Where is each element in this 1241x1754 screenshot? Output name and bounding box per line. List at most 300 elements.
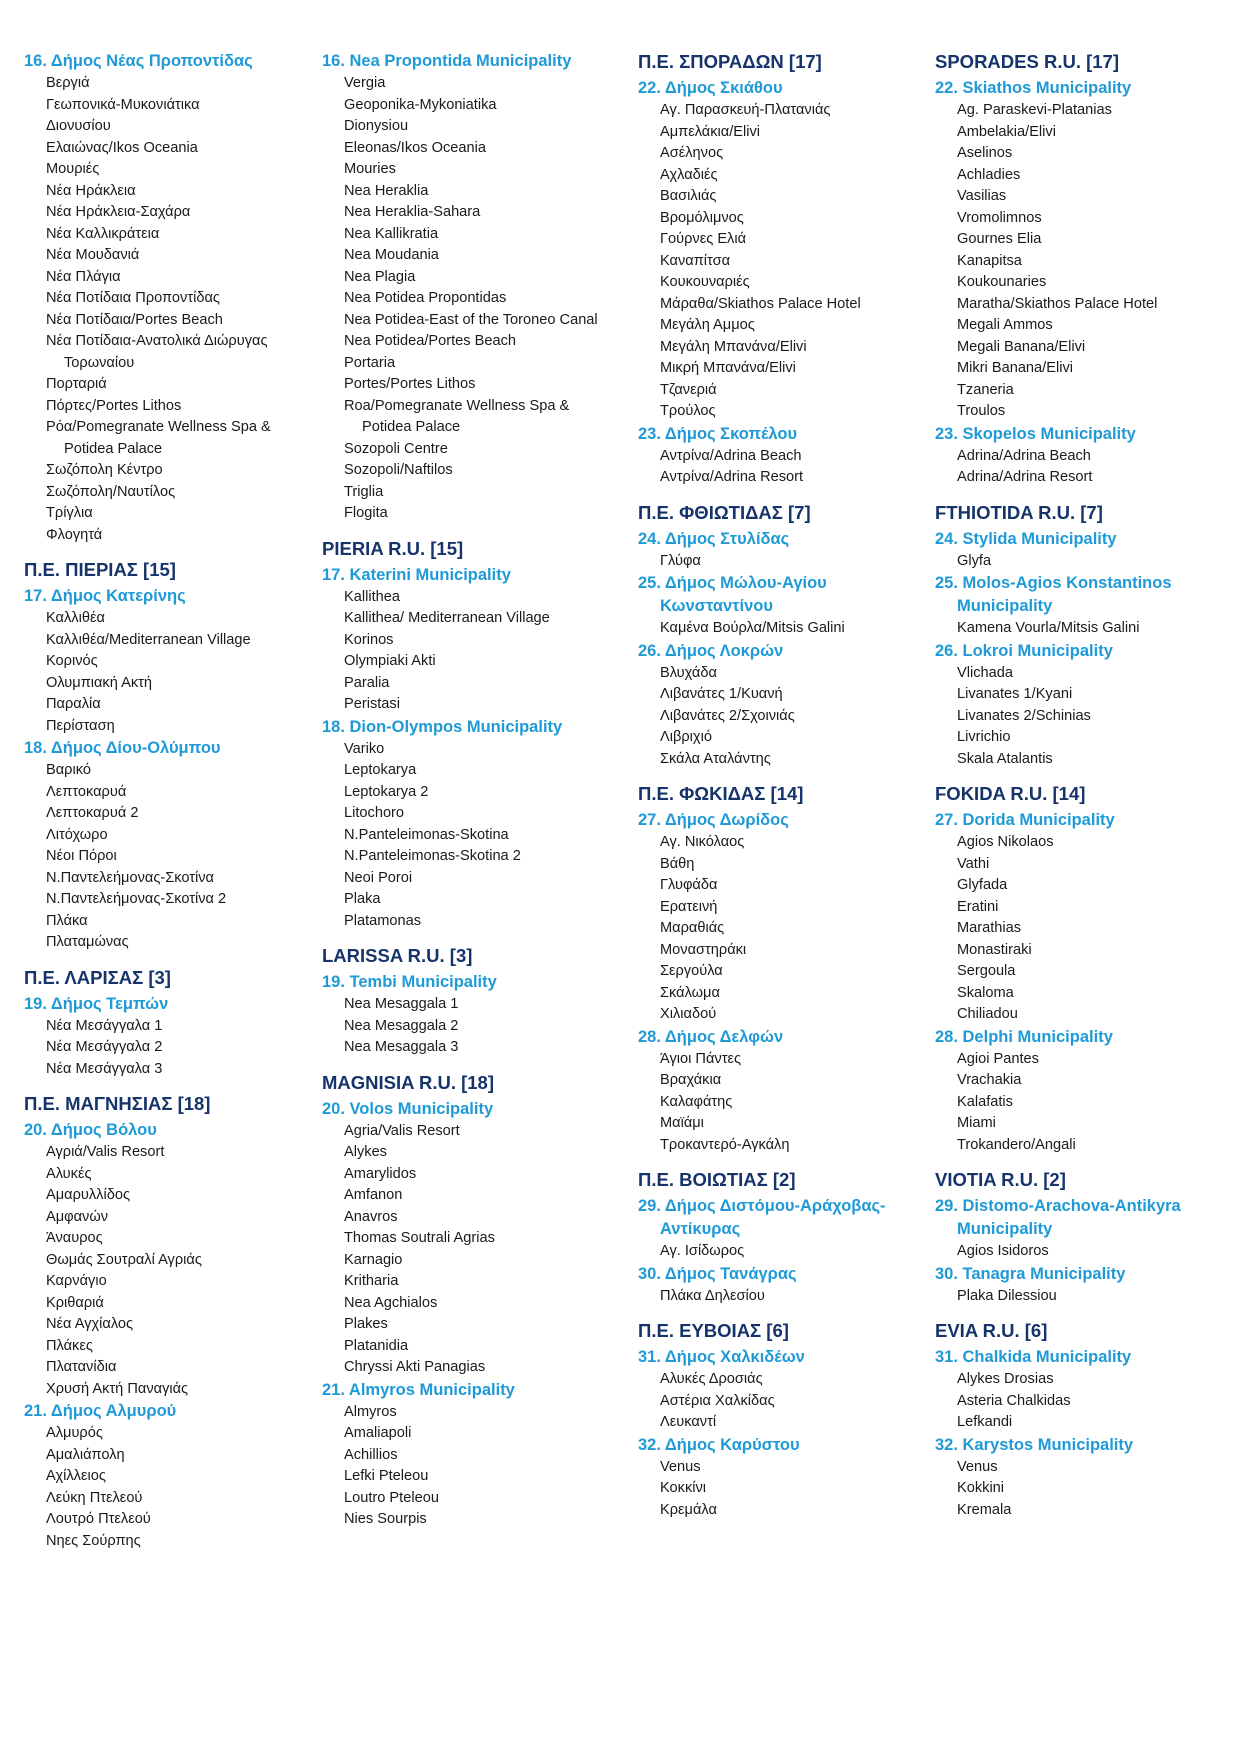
beach-item: Ερατεινή <box>660 898 718 915</box>
municipality-block <box>638 809 928 1026</box>
beach-item: Λευκαντί <box>660 1414 717 1430</box>
beach-item: Αμαρυλλίδος <box>46 1187 130 1203</box>
beach-item: Διονυσίου <box>46 118 111 134</box>
beach-item: N.Panteleimonas-Skotina <box>344 826 509 843</box>
beach-item: Sergoula <box>957 963 1016 979</box>
beach-list <box>638 618 928 640</box>
municipality-name: 18. Δήμος Δίου-Ολύμπου <box>24 739 221 757</box>
municipality-block <box>322 50 622 525</box>
beach-item: Aselinos <box>957 145 1013 161</box>
beach-item: Vlichada <box>957 664 1013 681</box>
beach-item: Skaloma <box>957 984 1014 1001</box>
beach-list <box>935 832 1235 1026</box>
beach-item: Σωζόπολη/Ναυτίλος <box>46 483 176 500</box>
beach-item: Καλλιθέα/Mediterranean Village <box>46 631 251 648</box>
region-heading: Π.Ε. ΒΟΙΩΤΙΑΣ [2] <box>638 1169 796 1190</box>
municipality-block <box>935 809 1235 1026</box>
beach-item: Νηες Σούρπης <box>46 1532 141 1549</box>
region-section <box>322 944 622 1059</box>
region-heading: Π.Ε. ΜΑΓΝΗΣΙΑΣ [18] <box>24 1093 211 1114</box>
municipality-block <box>638 1263 928 1308</box>
beach-item: Σκάλα Αταλάντης <box>660 750 771 767</box>
beach-list <box>322 739 622 933</box>
municipality-name: 28. Delphi Municipality <box>935 1027 1113 1046</box>
beach-item: Θωμάς Σουτραλί Αγριάς <box>46 1251 202 1268</box>
beach-item: Λουτρό Πτελεού <box>46 1511 151 1527</box>
beach-item: Chryssi Akti Panagias <box>344 1359 486 1375</box>
municipality-block <box>638 423 928 489</box>
beach-item: Roa/Pomegranate Wellness Spa & Potidea Palace <box>344 397 570 435</box>
column-english-right <box>935 50 1235 1533</box>
beach-item: Megali Banana/Elivi <box>957 338 1086 355</box>
beach-item: Βρομόλιμνος <box>660 209 744 226</box>
beach-list <box>935 1241 1235 1263</box>
beach-item: Vasilias <box>957 188 1007 204</box>
region-section <box>935 1319 1235 1521</box>
municipality-block <box>935 1346 1235 1434</box>
beach-item: Achillios <box>344 1446 398 1463</box>
beach-item: Olympiaki Akti <box>344 653 436 669</box>
beach-item: Σεργούλα <box>660 963 723 979</box>
beach-item: Ελαιώνας/Ikos Oceania <box>46 139 198 156</box>
municipality-block <box>935 77 1235 423</box>
municipality-name: 32. Δήμος Καρύστου <box>638 1435 800 1454</box>
beach-item: Αγ. Ισίδωρος <box>660 1243 745 1259</box>
beach-item: Καναπίτσα <box>660 252 731 269</box>
municipality-block <box>322 564 622 716</box>
municipality-block <box>638 1346 928 1434</box>
beach-item: Πλατανίδια <box>46 1359 117 1375</box>
beach-item: Megali Ammos <box>957 317 1053 333</box>
beach-list <box>322 1121 622 1379</box>
beach-item: Plakes <box>344 1316 388 1332</box>
column-greek-left <box>24 50 314 1564</box>
beach-list <box>638 1286 928 1308</box>
municipality-block <box>322 716 622 933</box>
municipality-name: 21. Almyros Municipality <box>322 1380 515 1399</box>
beach-item: Nea Mesaggala 1 <box>344 996 459 1012</box>
region-section <box>322 1071 622 1531</box>
municipality-block <box>935 1263 1235 1308</box>
beach-item: Glyfada <box>957 877 1008 893</box>
beach-item: Kremala <box>957 1501 1012 1518</box>
region-section <box>935 1168 1235 1307</box>
beach-item: Μεγάλη Μπανάνα/Elivi <box>660 338 807 355</box>
beach-item: Vromolimnos <box>957 209 1042 226</box>
beach-item: Άγιοι Πάντες <box>660 1050 742 1067</box>
beach-item: Κορινός <box>46 653 98 669</box>
municipality-name: 31. Δήμος Χαλκιδέων <box>638 1348 805 1366</box>
beach-item: Ν.Παντελεήμονας-Σκοτίνα <box>46 869 214 886</box>
municipality-name: 29. Distomo-Arachova-Antikyra Municipality <box>935 1197 1181 1238</box>
beach-item: Μουριές <box>46 161 100 177</box>
beach-item: Kokkini <box>957 1480 1005 1496</box>
beach-item: Λιβανάτες 2/Σχοινιάς <box>660 707 795 724</box>
beach-item: Μοναστηράκι <box>660 941 747 958</box>
beach-list <box>638 446 928 489</box>
beach-item: Αγριά/Valis Resort <box>46 1144 165 1160</box>
municipality-name: 23. Δήμος Σκοπέλου <box>638 424 798 443</box>
beach-item: Anavros <box>344 1208 398 1225</box>
municipality-name: 17. Katerini Municipality <box>322 565 511 584</box>
municipality-name: 20. Volos Municipality <box>322 1099 494 1118</box>
beach-item: Livrichio <box>957 729 1011 745</box>
municipality-name: 16. Nea Propontida Municipality <box>322 52 572 70</box>
beach-item: Καρνάγιο <box>46 1273 107 1289</box>
municipality-block <box>638 1195 928 1263</box>
municipality-name: 24. Δήμος Στυλίδας <box>638 529 790 548</box>
beach-item: Alykes <box>344 1144 387 1160</box>
region-heading: Π.Ε. ΦΘΙΩΤΙΔΑΣ [7] <box>638 501 811 523</box>
beach-item: Portes/Portes Lithos <box>344 376 476 392</box>
beach-item: Nea Heraklia-Sahara <box>344 204 481 220</box>
beach-item: Vathi <box>957 855 990 872</box>
beach-item: Peristasi <box>344 696 400 712</box>
beach-item: Ολυμπιακή Ακτή <box>46 674 153 691</box>
region-heading: VIOTIA R.U. [2] <box>935 1169 1066 1190</box>
beach-item: Λεπτοκαρυά 2 <box>46 805 139 821</box>
beach-item: Adrina/Adrina Beach <box>957 447 1091 464</box>
beach-item: Αγ. Νικόλαος <box>660 834 745 850</box>
beach-item: N.Panteleimonas-Skotina 2 <box>344 848 521 864</box>
beach-item: Λιτόχωρο <box>46 826 108 843</box>
beach-item: Άναυρος <box>46 1230 103 1246</box>
beach-list <box>935 1369 1235 1434</box>
beach-item: Nea Potidea Propontidas <box>344 290 507 306</box>
beach-item: Lefkandi <box>957 1414 1013 1430</box>
municipality-name: 27. Dorida Municipality <box>935 811 1115 829</box>
beach-item: Αλυκές <box>46 1165 92 1182</box>
municipality-block <box>24 1400 314 1552</box>
beach-item: Plaka <box>344 891 381 907</box>
beach-item: Alykes Drosias <box>957 1371 1054 1387</box>
beach-list <box>638 1241 928 1263</box>
municipality-name: 17. Δήμος Κατερίνης <box>24 587 186 605</box>
beach-item: Nea Kallikratia <box>344 225 439 242</box>
municipality-block <box>638 77 928 423</box>
beach-list <box>638 832 928 1026</box>
beach-list <box>638 100 928 423</box>
beach-item: Κρεμάλα <box>660 1501 717 1518</box>
beach-item: Ambelakia/Elivi <box>957 123 1056 140</box>
beach-item: Κριθαριά <box>46 1294 104 1311</box>
beach-item: Ν.Παντελεήμονας-Σκοτίνα 2 <box>46 891 227 907</box>
beach-item: Amarylidos <box>344 1165 417 1182</box>
region-heading: EVIA R.U. [6] <box>935 1320 1048 1341</box>
column-greek-right <box>638 50 928 1533</box>
municipality-name: 29. Δήμος Διστόμου-Αράχοβας-Αντίκυρας <box>638 1197 886 1238</box>
beach-item: Γλυφάδα <box>660 877 718 893</box>
beach-item: Νέα Αγχίαλος <box>46 1316 134 1332</box>
beach-item: Paralia <box>344 674 390 691</box>
municipality-block <box>24 50 314 546</box>
municipality-name: 30. Δήμος Τανάγρας <box>638 1264 797 1283</box>
beach-item: Kritharia <box>344 1273 399 1289</box>
beach-item: Λιβανάτες 1/Κυανή <box>660 686 783 702</box>
beach-item: Mouries <box>344 161 396 177</box>
municipality-name: 23. Skopelos Municipality <box>935 424 1136 443</box>
municipality-name: 27. Δήμος Δωρίδος <box>638 811 789 829</box>
beach-item: Litochoro <box>344 805 405 821</box>
beach-item: Troulos <box>957 403 1006 419</box>
beach-item: Maratha/Skiathos Palace Hotel <box>957 295 1158 312</box>
region-heading: LARISSA R.U. [3] <box>322 945 473 966</box>
beach-item: Chiliadou <box>957 1006 1018 1022</box>
municipality-block <box>935 1434 1235 1522</box>
beach-item: Νέα Μεσάγγαλα 1 <box>46 1017 163 1034</box>
beach-list <box>935 1286 1235 1308</box>
beach-item: Νέα Καλλικράτεια <box>46 225 160 242</box>
beach-item: Ρόα/Pomegranate Wellness Spa & Potidea Palace <box>46 419 271 457</box>
municipality-name: 26. Δήμος Λοκρών <box>638 641 784 660</box>
municipality-block <box>935 1026 1235 1157</box>
beach-item: Νέα Ποτίδαια Προποντίδας <box>46 290 220 306</box>
municipality-block <box>935 572 1235 640</box>
beach-item: Περίσταση <box>46 717 115 734</box>
beach-item: Γεωπονικά-Μυκονιάτικα <box>46 96 200 113</box>
region-heading: SPORADES R.U. [17] <box>935 51 1120 72</box>
municipality-name: 25. Molos-Agios Konstantinos Municipality <box>935 574 1172 615</box>
region-section <box>322 537 622 933</box>
beach-item: Νέοι Πόροι <box>46 848 117 864</box>
beach-item: Πλάκα <box>46 912 88 929</box>
beach-item: Agios Nikolaos <box>957 834 1054 850</box>
beach-item: Αχίλλειος <box>46 1468 106 1484</box>
beach-item: Gournes Elia <box>957 231 1042 247</box>
beach-item: Αλυκές Δροσιάς <box>660 1371 763 1387</box>
beach-item: Μαϊάμι <box>660 1115 704 1131</box>
beach-item: Τζανεριά <box>660 381 717 398</box>
municipality-block <box>638 528 928 573</box>
beach-item: Τρούλος <box>660 403 716 419</box>
municipality-name: 22. Δήμος Σκιάθου <box>638 79 783 97</box>
region-section <box>24 558 314 954</box>
beach-item: Ag. Paraskevi-Platanias <box>957 102 1112 118</box>
beach-item: Nea Agchialos <box>344 1294 438 1311</box>
beach-item: Flogita <box>344 505 388 521</box>
beach-item: Vrachakia <box>957 1072 1022 1088</box>
beach-item: Βραχάκια <box>660 1072 722 1088</box>
beach-item: Miami <box>957 1115 996 1131</box>
region-section <box>638 782 928 1156</box>
beach-item: Loutro Pteleou <box>344 1489 439 1506</box>
region-section <box>935 501 1235 771</box>
beach-item: Nea Potidea-East of the Toroneo Canal <box>344 311 598 328</box>
beach-list <box>322 587 622 716</box>
beach-item: Variko <box>344 740 385 757</box>
beach-item: Kallithea/ Mediterranean Village <box>344 610 550 626</box>
municipality-name: 30. Tanagra Municipality <box>935 1264 1126 1283</box>
beach-item: Nea Potidea/Portes Beach <box>344 333 516 349</box>
beach-item: Platanidia <box>344 1337 409 1354</box>
beach-item: Marathias <box>957 920 1022 936</box>
column-english-left <box>322 50 622 1543</box>
beach-item: Αντρίνα/Adrina Resort <box>660 469 804 485</box>
beach-item: Πλάκα Δηλεσίου <box>660 1287 765 1304</box>
beach-item: Αμπελάκια/Elivi <box>660 123 761 140</box>
beach-item: Karnagio <box>344 1251 403 1268</box>
beach-item: Αγ. Παρασκευή-Πλατανιάς <box>660 102 831 118</box>
beach-item: Triglia <box>344 483 384 500</box>
beach-item: Παραλία <box>46 696 101 712</box>
region-section <box>24 966 314 1081</box>
beach-item: Χιλιαδού <box>660 1006 717 1022</box>
beach-item: Adrina/Adrina Resort <box>957 469 1093 485</box>
beach-item: Plaka Dilessiou <box>957 1287 1057 1304</box>
beach-item: Γούρνες Ελιά <box>660 231 747 247</box>
beach-item: Dionysiou <box>344 118 409 134</box>
beach-item: Νέα Μεσάγγαλα 3 <box>46 1060 163 1077</box>
municipality-name: 32. Karystos Municipality <box>935 1435 1134 1454</box>
beach-item: Eleonas/Ikos Oceania <box>344 139 486 156</box>
beach-item: Agioi Pantes <box>957 1050 1039 1067</box>
beach-item: Λεύκη Πτελεού <box>46 1489 143 1506</box>
municipality-block <box>638 572 928 640</box>
municipality-name: 28. Δήμος Δελφών <box>638 1027 784 1046</box>
beach-item: Αλμυρός <box>46 1425 103 1441</box>
beach-item: Πόρτες/Portes Lithos <box>46 397 182 414</box>
beach-list <box>24 1423 314 1552</box>
beach-list <box>24 760 314 954</box>
beach-list <box>322 73 622 525</box>
beach-list <box>935 446 1235 489</box>
beach-item: Livanates 1/Kyani <box>957 686 1073 702</box>
beach-item: Καλλιθέα <box>46 610 105 626</box>
beach-list <box>638 1049 928 1157</box>
beach-item: Πλάκες <box>46 1337 93 1354</box>
beach-item: Kalafatis <box>957 1093 1013 1110</box>
region-section <box>638 501 928 771</box>
municipality-block <box>322 1098 622 1379</box>
beach-item: Κουκουναριές <box>660 274 750 290</box>
municipality-block <box>935 1195 1235 1263</box>
municipality-name: 25. Δήμος Μώλου-Αγίου Κωνσταντίνου <box>638 574 827 615</box>
region-section <box>638 50 928 489</box>
beach-item: Μεγάλη Αμμος <box>660 317 755 333</box>
beach-item: Σωζόπολη Κέντρο <box>46 462 163 478</box>
municipality-name: 21. Δήμος Αλμυρού <box>24 1402 177 1420</box>
beach-list <box>935 1457 1235 1522</box>
municipality-block <box>24 585 314 737</box>
municipality-block <box>935 528 1235 573</box>
beach-item: Λεπτοκαρυά <box>46 783 127 800</box>
municipality-name: 24. Stylida Municipality <box>935 529 1117 548</box>
beach-list <box>935 1049 1235 1157</box>
beach-item: Αντρίνα/Adrina Beach <box>660 447 802 464</box>
beach-item: Amfanon <box>344 1187 403 1203</box>
beach-item: Nies Sourpis <box>344 1511 427 1527</box>
beach-item: Koukounaries <box>957 274 1047 290</box>
beach-list <box>322 994 622 1059</box>
beach-item: Kallithea <box>344 588 400 605</box>
region-section <box>322 50 622 525</box>
beach-item: Eratini <box>957 898 999 915</box>
beach-item: Λιβριχιό <box>660 729 712 745</box>
beach-item: Leptokarya <box>344 762 417 778</box>
beach-item: Neoi Poroi <box>344 869 413 886</box>
beach-item: Kanapitsa <box>957 252 1022 269</box>
beach-list <box>935 663 1235 771</box>
beach-item: Achladies <box>957 166 1021 183</box>
beach-item: Nea Mesaggala 2 <box>344 1017 459 1034</box>
beach-item: Φλογητά <box>46 526 103 543</box>
beach-item: Nea Heraklia <box>344 182 429 199</box>
region-heading: Π.Ε. ΕΥΒΟΙΑΣ [6] <box>638 1320 789 1341</box>
region-section <box>638 1168 928 1307</box>
beach-item: Almyros <box>344 1403 397 1420</box>
beach-item: Βάθη <box>660 855 695 872</box>
beach-item: Καμένα Βούρλα/Mitsis Galini <box>660 620 845 636</box>
beach-item: Νέα Μουδανιά <box>46 247 140 263</box>
region-heading: Π.Ε. ΣΠΟΡΑΔΩΝ [17] <box>638 51 822 72</box>
beach-item: Νέα Ηράκλεια-Σαχάρα <box>46 204 191 220</box>
municipality-block <box>322 1379 622 1531</box>
municipality-block <box>322 971 622 1059</box>
municipality-name: 22. Skiathos Municipality <box>935 79 1132 97</box>
region-heading: Π.Ε. ΦΩΚΙΔΑΣ [14] <box>638 783 804 804</box>
beach-item: Βεργιά <box>46 75 90 91</box>
beach-item: Platamonas <box>344 912 422 929</box>
beach-item: Ασέληνος <box>660 145 724 161</box>
beach-list <box>24 1016 314 1081</box>
beach-item: Κοκκίνι <box>660 1480 707 1496</box>
region-heading: FOKIDA R.U. [14] <box>935 783 1086 804</box>
beach-item: Αχλαδιές <box>660 166 718 183</box>
region-heading: Π.Ε. ΠΙΕΡΙΑΣ [15] <box>24 559 176 580</box>
region-heading: FTHIOTIDA R.U. [7] <box>935 501 1103 523</box>
beach-item: Agios Isidoros <box>957 1243 1049 1259</box>
municipality-name: 19. Δήμος Τεμπών <box>24 994 169 1013</box>
beach-item: Portaria <box>344 354 396 371</box>
beach-item: Venus <box>957 1458 998 1475</box>
beach-item: Amaliapoli <box>344 1425 412 1441</box>
municipality-name: 26. Lokroi Municipality <box>935 641 1113 660</box>
municipality-block <box>638 1434 928 1522</box>
region-section <box>935 782 1235 1156</box>
municipality-block <box>24 993 314 1081</box>
beach-item: Sozopoli/Naftilos <box>344 462 453 478</box>
beach-item: Sozopoli Centre <box>344 440 448 457</box>
beach-item: Τροκαντερό-Αγκάλη <box>660 1136 790 1153</box>
municipality-block <box>638 1026 928 1157</box>
beach-item: Καλαφάτης <box>660 1093 733 1110</box>
beach-item: Asteria Chalkidas <box>957 1392 1071 1409</box>
beach-item: Agria/Valis Resort <box>344 1122 460 1139</box>
beach-list <box>24 1142 314 1400</box>
beach-item: Venus <box>660 1458 701 1475</box>
beach-item: Glyfa <box>957 552 992 569</box>
beach-item: Γλύφα <box>660 552 701 569</box>
beach-item: Πορταριά <box>46 376 107 392</box>
beach-item: Vergia <box>344 75 386 91</box>
beach-item: Νέα Πλάγια <box>46 268 121 285</box>
beach-item: Πλαταμώνας <box>46 934 129 950</box>
beach-list <box>24 608 314 737</box>
beach-item: Thomas Soutrali Agrias <box>344 1230 495 1246</box>
municipality-name: 31. Chalkida Municipality <box>935 1348 1132 1366</box>
beach-list <box>935 100 1235 423</box>
beach-item: Βαρικό <box>46 762 91 778</box>
beach-item: Leptokarya 2 <box>344 783 429 800</box>
beach-item: Νέα Ηράκλεια <box>46 182 136 199</box>
beach-item: Nea Plagia <box>344 268 416 285</box>
beach-item: Tzaneria <box>957 381 1014 398</box>
region-section <box>935 50 1235 489</box>
municipality-block <box>935 640 1235 771</box>
beach-list <box>638 663 928 771</box>
municipality-name: 16. Δήμος Νέας Προποντίδας <box>24 52 253 70</box>
beach-item: Korinos <box>344 631 394 648</box>
